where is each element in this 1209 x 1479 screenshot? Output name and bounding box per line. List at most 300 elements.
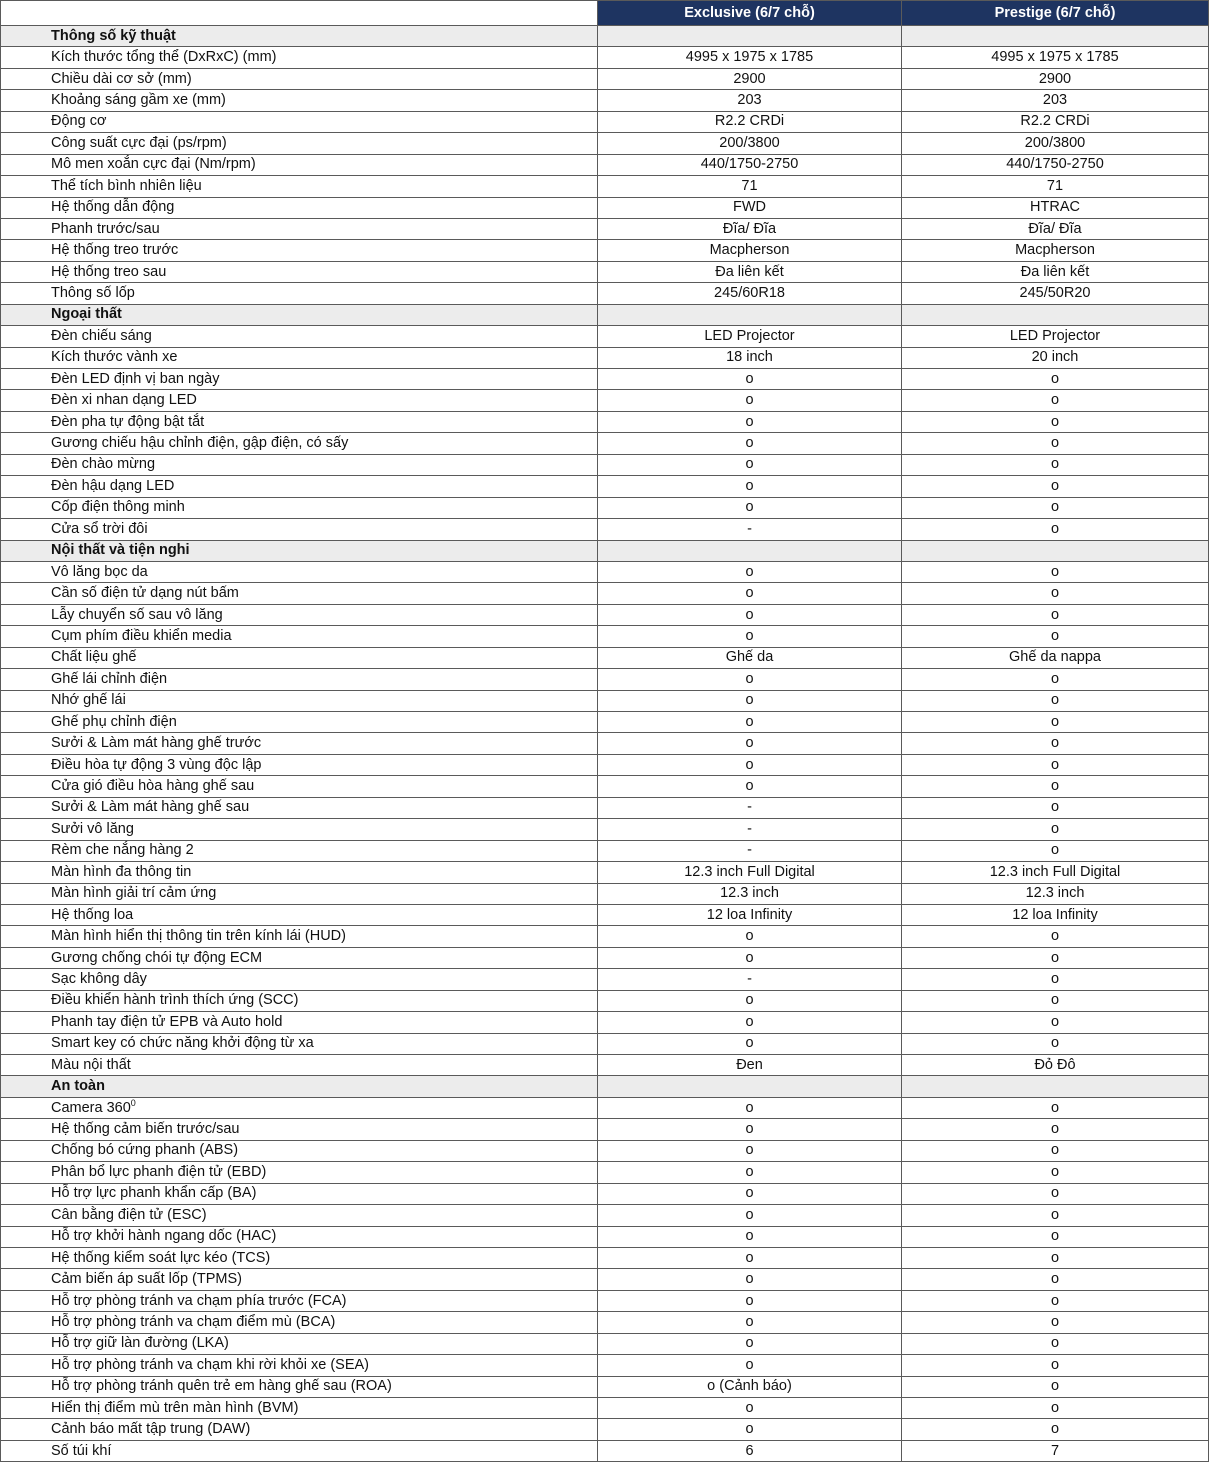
cell-prestige: o	[902, 1419, 1209, 1440]
cell-prestige: o	[902, 433, 1209, 454]
row-label-text: Phanh tay điện tử EPB và Auto hold	[51, 1013, 283, 1030]
table-row	[1, 754, 1209, 775]
row-label-text: Màn hình giải trí cảm ứng	[51, 885, 217, 902]
section-empty-cell	[598, 540, 902, 561]
row-label	[1, 154, 598, 175]
cell-exclusive: 203	[598, 90, 902, 111]
row-label-text: Thông số lốp	[51, 284, 135, 301]
table-row	[1, 519, 1209, 540]
cell-exclusive: o	[598, 1398, 902, 1419]
cell-exclusive: Đa liên kết	[598, 261, 902, 282]
row-label-text: Đèn hậu dạng LED	[51, 477, 175, 494]
row-label-text: Gương chống chói tự động ECM	[51, 949, 263, 966]
cell-prestige: R2.2 CRDi	[902, 111, 1209, 132]
table-row	[1, 733, 1209, 754]
row-label-text: Mô men xoắn cực đại (Nm/rpm)	[51, 156, 256, 173]
cell-exclusive: o	[598, 1205, 902, 1226]
row-label-text: Động cơ	[51, 113, 107, 130]
row-label-text: Công suất cực đại (ps/rpm)	[51, 134, 227, 151]
row-label	[1, 283, 598, 304]
table-row	[1, 583, 1209, 604]
table-row	[1, 1055, 1209, 1076]
row-label-text: Hỗ trợ phòng tránh va chạm điểm mù (BCA)	[51, 1313, 336, 1330]
cell-exclusive: 18 inch	[598, 347, 902, 368]
cell-exclusive: o	[598, 497, 902, 518]
table-row	[1, 990, 1209, 1011]
cell-prestige: o	[902, 712, 1209, 733]
row-label	[1, 90, 598, 111]
section-empty-cell	[598, 304, 902, 325]
cell-prestige: o	[902, 411, 1209, 432]
cell-exclusive: o	[598, 604, 902, 625]
row-label	[1, 1333, 598, 1354]
row-label	[1, 776, 598, 797]
row-label	[1, 454, 598, 475]
cell-exclusive: o	[598, 990, 902, 1011]
cell-exclusive: -	[598, 819, 902, 840]
cell-prestige: 20 inch	[902, 347, 1209, 368]
table-row	[1, 1333, 1209, 1354]
cell-exclusive: o	[598, 369, 902, 390]
row-label	[1, 476, 598, 497]
cell-prestige: 200/3800	[902, 133, 1209, 154]
cell-exclusive: o	[598, 1140, 902, 1161]
table-row	[1, 176, 1209, 197]
cell-prestige: o	[902, 1247, 1209, 1268]
section-empty-cell	[598, 1076, 902, 1097]
cell-prestige: o	[902, 1376, 1209, 1397]
cell-prestige: o	[902, 1333, 1209, 1354]
row-label	[1, 111, 598, 132]
cell-prestige: 12.3 inch	[902, 883, 1209, 904]
table-row	[1, 261, 1209, 282]
section-row	[1, 540, 1209, 561]
table-row	[1, 283, 1209, 304]
cell-exclusive: 4995 x 1975 x 1785	[598, 47, 902, 68]
cell-prestige: Ghế da nappa	[902, 647, 1209, 668]
table-row	[1, 326, 1209, 347]
cell-prestige: 71	[902, 176, 1209, 197]
column-header-exclusive: Exclusive (6/7 chỗ)	[598, 1, 902, 26]
table-row	[1, 1205, 1209, 1226]
cell-exclusive: 2900	[598, 68, 902, 89]
cell-exclusive: o	[598, 712, 902, 733]
row-label-text: Hệ thống loa	[51, 906, 134, 923]
cell-exclusive: 12.3 inch Full Digital	[598, 862, 902, 883]
row-label	[1, 347, 598, 368]
table-row	[1, 1247, 1209, 1268]
cell-exclusive: 245/60R18	[598, 283, 902, 304]
row-label	[1, 1355, 598, 1376]
cell-exclusive: o	[598, 626, 902, 647]
row-label	[1, 47, 598, 68]
cell-exclusive: o	[598, 1269, 902, 1290]
table-row	[1, 1226, 1209, 1247]
table-row	[1, 111, 1209, 132]
cell-exclusive: o	[598, 1355, 902, 1376]
section-title: Ngoại thất	[1, 304, 598, 325]
table-row	[1, 369, 1209, 390]
table-row	[1, 1140, 1209, 1161]
cell-exclusive: o	[598, 476, 902, 497]
table-row	[1, 133, 1209, 154]
table-row	[1, 1119, 1209, 1140]
cell-exclusive: o	[598, 1290, 902, 1311]
cell-exclusive: o	[598, 1183, 902, 1204]
cell-exclusive: o	[598, 947, 902, 968]
cell-prestige: o	[902, 626, 1209, 647]
row-label-text: Điều hòa tự động 3 vùng độc lập	[51, 756, 262, 773]
table-row	[1, 969, 1209, 990]
section-title: An toàn	[1, 1076, 598, 1097]
row-label-text: Hệ thống cảm biến trước/sau	[51, 1121, 240, 1138]
cell-prestige: o	[902, 969, 1209, 990]
row-label-text: Hệ thống treo sau	[51, 263, 167, 280]
cell-prestige: 245/50R20	[902, 283, 1209, 304]
section-empty-cell	[902, 1076, 1209, 1097]
cell-prestige: o	[902, 797, 1209, 818]
row-label-text: Sưởi & Làm mát hàng ghế sau	[51, 799, 250, 816]
row-label-text: Vô lăng bọc da	[51, 563, 148, 580]
row-label-text: Số túi khí	[51, 1442, 112, 1459]
column-header-prestige: Prestige (6/7 chỗ)	[902, 1, 1209, 26]
row-label	[1, 1440, 598, 1461]
row-label	[1, 1012, 598, 1033]
table-row	[1, 819, 1209, 840]
cell-exclusive: o	[598, 690, 902, 711]
cell-prestige: 12.3 inch Full Digital	[902, 862, 1209, 883]
table-row	[1, 1162, 1209, 1183]
cell-prestige: HTRAC	[902, 197, 1209, 218]
cell-exclusive: 200/3800	[598, 133, 902, 154]
row-label-text: Camera 360	[51, 1099, 131, 1116]
cell-prestige: 4995 x 1975 x 1785	[902, 47, 1209, 68]
cell-exclusive: o	[598, 1119, 902, 1140]
row-label-text: Lẫy chuyển số sau vô lăng	[51, 606, 223, 623]
table-row	[1, 561, 1209, 582]
cell-exclusive: o	[598, 1012, 902, 1033]
cell-prestige: o	[902, 990, 1209, 1011]
row-label	[1, 369, 598, 390]
table-row	[1, 1269, 1209, 1290]
cell-prestige: o	[902, 1097, 1209, 1118]
row-label-text: Cảnh báo mất tập trung (DAW)	[51, 1421, 251, 1438]
spec-body	[1, 26, 1209, 1462]
row-label	[1, 947, 598, 968]
cell-exclusive: o	[598, 1419, 902, 1440]
cell-exclusive: o	[598, 776, 902, 797]
row-label-text: Smart key có chức năng khởi động từ xa	[51, 1035, 314, 1052]
cell-exclusive: o	[598, 1162, 902, 1183]
cell-exclusive: o	[598, 433, 902, 454]
row-label	[1, 197, 598, 218]
cell-exclusive: o	[598, 754, 902, 775]
table-row	[1, 154, 1209, 175]
table-row	[1, 626, 1209, 647]
row-label	[1, 733, 598, 754]
table-row	[1, 904, 1209, 925]
row-label-text: Sạc không dây	[51, 970, 147, 987]
row-label-text: Màn hình đa thông tin	[51, 863, 192, 880]
row-label-text: Hỗ trợ phòng tránh va chạm phía trước (FCA)	[51, 1292, 347, 1309]
row-label-text: Màu nội thất	[51, 1056, 131, 1073]
cell-prestige: o	[902, 1312, 1209, 1333]
row-label-text: Đèn chiếu sáng	[51, 327, 152, 344]
row-label-text: Hỗ trợ lực phanh khẩn cấp (BA)	[51, 1185, 257, 1202]
row-label-text: Cửa sổ trời đôi	[51, 520, 148, 537]
row-label	[1, 583, 598, 604]
row-label	[1, 1376, 598, 1397]
table-row	[1, 390, 1209, 411]
row-label-text: Hiển thị điểm mù trên màn hình (BVM)	[51, 1399, 299, 1416]
cell-exclusive: LED Projector	[598, 326, 902, 347]
section-title: Thông số kỹ thuật	[1, 26, 598, 47]
cell-prestige: 203	[902, 90, 1209, 111]
cell-prestige: o	[902, 1033, 1209, 1054]
cell-prestige: o	[902, 1205, 1209, 1226]
row-label	[1, 904, 598, 925]
row-label-text: Sưởi & Làm mát hàng ghế trước	[51, 735, 262, 752]
row-label	[1, 1162, 598, 1183]
cell-exclusive: -	[598, 840, 902, 861]
table-row	[1, 1097, 1209, 1118]
row-label-text: Ghế phụ chỉnh điện	[51, 713, 177, 730]
row-label	[1, 1269, 598, 1290]
cell-prestige: Đa liên kết	[902, 261, 1209, 282]
cell-prestige: o	[902, 1355, 1209, 1376]
cell-prestige: o	[902, 1226, 1209, 1247]
cell-exclusive: 71	[598, 176, 902, 197]
cell-prestige: o	[902, 390, 1209, 411]
cell-prestige: LED Projector	[902, 326, 1209, 347]
row-label-text: Đèn xi nhan dạng LED	[51, 392, 197, 409]
cell-exclusive: o	[598, 1226, 902, 1247]
cell-exclusive: o	[598, 411, 902, 432]
row-label	[1, 712, 598, 733]
cell-exclusive: o	[598, 561, 902, 582]
table-row	[1, 433, 1209, 454]
section-title: Nội thất và tiện nghi	[1, 540, 598, 561]
row-label	[1, 68, 598, 89]
row-label	[1, 1419, 598, 1440]
row-label	[1, 326, 598, 347]
row-label	[1, 754, 598, 775]
cell-prestige: o	[902, 669, 1209, 690]
cell-prestige: o	[902, 476, 1209, 497]
row-label-text: Hỗ trợ phòng tránh va chạm khi rời khỏi xe (SEA)	[51, 1356, 370, 1373]
row-label	[1, 1247, 598, 1268]
cell-prestige: o	[902, 583, 1209, 604]
cell-exclusive: FWD	[598, 197, 902, 218]
cell-prestige: o	[902, 926, 1209, 947]
row-label-superscript: 0	[130, 1097, 136, 1108]
cell-exclusive: Đen	[598, 1055, 902, 1076]
cell-prestige: o	[902, 604, 1209, 625]
row-label	[1, 1097, 598, 1118]
row-label-text: Hỗ trợ khởi hành ngang dốc (HAC)	[51, 1228, 277, 1245]
cell-prestige: o	[902, 754, 1209, 775]
row-label	[1, 1055, 598, 1076]
row-label-text: Ghế lái chỉnh điện	[51, 670, 168, 687]
row-label-text: Chiều dài cơ sở (mm)	[51, 70, 192, 87]
cell-exclusive: o (Cảnh báo)	[598, 1376, 902, 1397]
row-label	[1, 862, 598, 883]
cell-exclusive: R2.2 CRDi	[598, 111, 902, 132]
row-label	[1, 519, 598, 540]
cell-prestige: o	[902, 561, 1209, 582]
header-corner	[1, 1, 598, 26]
cell-exclusive: -	[598, 969, 902, 990]
cell-exclusive: 12 loa Infinity	[598, 904, 902, 925]
cell-exclusive: 12.3 inch	[598, 883, 902, 904]
row-label	[1, 133, 598, 154]
row-label	[1, 669, 598, 690]
cell-prestige: Đĩa/ Đĩa	[902, 218, 1209, 239]
cell-prestige: Đỏ Đô	[902, 1055, 1209, 1076]
table-row	[1, 1355, 1209, 1376]
row-label-text: Cửa gió điều hòa hàng ghế sau	[51, 778, 255, 795]
table-row	[1, 669, 1209, 690]
table-row	[1, 1376, 1209, 1397]
row-label	[1, 1226, 598, 1247]
row-label	[1, 626, 598, 647]
table-row	[1, 347, 1209, 368]
row-label	[1, 390, 598, 411]
cell-prestige: o	[902, 1269, 1209, 1290]
cell-exclusive: o	[598, 1033, 902, 1054]
table-row	[1, 1033, 1209, 1054]
cell-prestige: 12 loa Infinity	[902, 904, 1209, 925]
cell-exclusive: -	[598, 797, 902, 818]
cell-prestige: o	[902, 947, 1209, 968]
row-label	[1, 819, 598, 840]
row-label	[1, 969, 598, 990]
cell-exclusive: -	[598, 519, 902, 540]
table-row	[1, 712, 1209, 733]
cell-exclusive: o	[598, 1097, 902, 1118]
row-label	[1, 218, 598, 239]
row-label	[1, 1398, 598, 1419]
table-row	[1, 776, 1209, 797]
table-row	[1, 1398, 1209, 1419]
cell-exclusive: o	[598, 733, 902, 754]
row-label	[1, 1205, 598, 1226]
section-empty-cell	[902, 304, 1209, 325]
table-row	[1, 1312, 1209, 1333]
row-label	[1, 176, 598, 197]
cell-exclusive: Đĩa/ Đĩa	[598, 218, 902, 239]
cell-prestige: o	[902, 369, 1209, 390]
row-label-text: Chất liệu ghế	[51, 649, 137, 666]
row-label	[1, 1140, 598, 1161]
cell-exclusive: o	[598, 1247, 902, 1268]
row-label-text: Phân bổ lực phanh điện tử (EBD)	[51, 1163, 267, 1180]
row-label-text: Rèm che nắng hàng 2	[51, 842, 194, 859]
cell-prestige: 440/1750-2750	[902, 154, 1209, 175]
row-label-text: Sưởi vô lăng	[51, 820, 134, 837]
cell-prestige: o	[902, 454, 1209, 475]
cell-exclusive: o	[598, 583, 902, 604]
cell-prestige: o	[902, 1398, 1209, 1419]
cell-exclusive: o	[598, 1312, 902, 1333]
table-row	[1, 926, 1209, 947]
cell-exclusive: o	[598, 669, 902, 690]
table-row	[1, 1440, 1209, 1461]
section-row	[1, 1076, 1209, 1097]
row-label-text: Kích thước vành xe	[51, 349, 178, 366]
row-label-text: Cần số điện tử dạng nút bấm	[51, 585, 239, 602]
cell-exclusive: Ghế da	[598, 647, 902, 668]
table-row	[1, 690, 1209, 711]
row-label-text: Cảm biến áp suất lốp (TPMS)	[51, 1271, 242, 1288]
cell-prestige: o	[902, 733, 1209, 754]
table-row	[1, 647, 1209, 668]
table-row	[1, 411, 1209, 432]
row-label-text: Đèn pha tự động bật tắt	[51, 413, 205, 430]
cell-exclusive: 440/1750-2750	[598, 154, 902, 175]
table-row	[1, 797, 1209, 818]
row-label	[1, 1312, 598, 1333]
row-label	[1, 497, 598, 518]
table-row	[1, 47, 1209, 68]
cell-prestige: o	[902, 1119, 1209, 1140]
row-label-text: Phanh trước/sau	[51, 220, 160, 237]
row-label	[1, 990, 598, 1011]
row-label	[1, 1119, 598, 1140]
cell-prestige: o	[902, 840, 1209, 861]
header-row	[1, 1, 1209, 26]
table-row	[1, 1419, 1209, 1440]
section-row	[1, 304, 1209, 325]
row-label-text: Nhớ ghế lái	[51, 692, 126, 709]
table-row	[1, 947, 1209, 968]
row-label-text: Thể tích bình nhiên liệu	[51, 177, 202, 194]
section-empty-cell	[902, 26, 1209, 47]
row-label-text: Đèn chào mừng	[51, 456, 156, 473]
row-label	[1, 690, 598, 711]
row-label-text: Cốp điện thông minh	[51, 499, 185, 516]
table-row	[1, 1290, 1209, 1311]
row-label	[1, 1033, 598, 1054]
row-label	[1, 1183, 598, 1204]
table-row	[1, 1012, 1209, 1033]
row-label	[1, 411, 598, 432]
cell-prestige: o	[902, 690, 1209, 711]
row-label-text: Chống bó cứng phanh (ABS)	[51, 1142, 239, 1159]
row-label-text: Cụm phím điều khiển media	[51, 627, 232, 644]
row-label-text: Hệ thống kiểm soát lực kéo (TCS)	[51, 1249, 271, 1266]
cell-prestige: o	[902, 776, 1209, 797]
cell-prestige: o	[902, 819, 1209, 840]
row-label-text: Đèn LED định vị ban ngày	[51, 370, 220, 387]
table-row	[1, 90, 1209, 111]
row-label	[1, 926, 598, 947]
cell-exclusive: o	[598, 390, 902, 411]
row-label	[1, 240, 598, 261]
table-row	[1, 240, 1209, 261]
row-label	[1, 433, 598, 454]
table-row	[1, 454, 1209, 475]
row-label	[1, 604, 598, 625]
cell-prestige: o	[902, 1162, 1209, 1183]
row-label-text: Điều khiển hành trình thích ứng (SCC)	[51, 992, 299, 1009]
table-row	[1, 497, 1209, 518]
row-label-text: Hệ thống treo trước	[51, 242, 179, 259]
row-label	[1, 647, 598, 668]
table-row	[1, 68, 1209, 89]
cell-prestige: o	[902, 1290, 1209, 1311]
row-label	[1, 883, 598, 904]
